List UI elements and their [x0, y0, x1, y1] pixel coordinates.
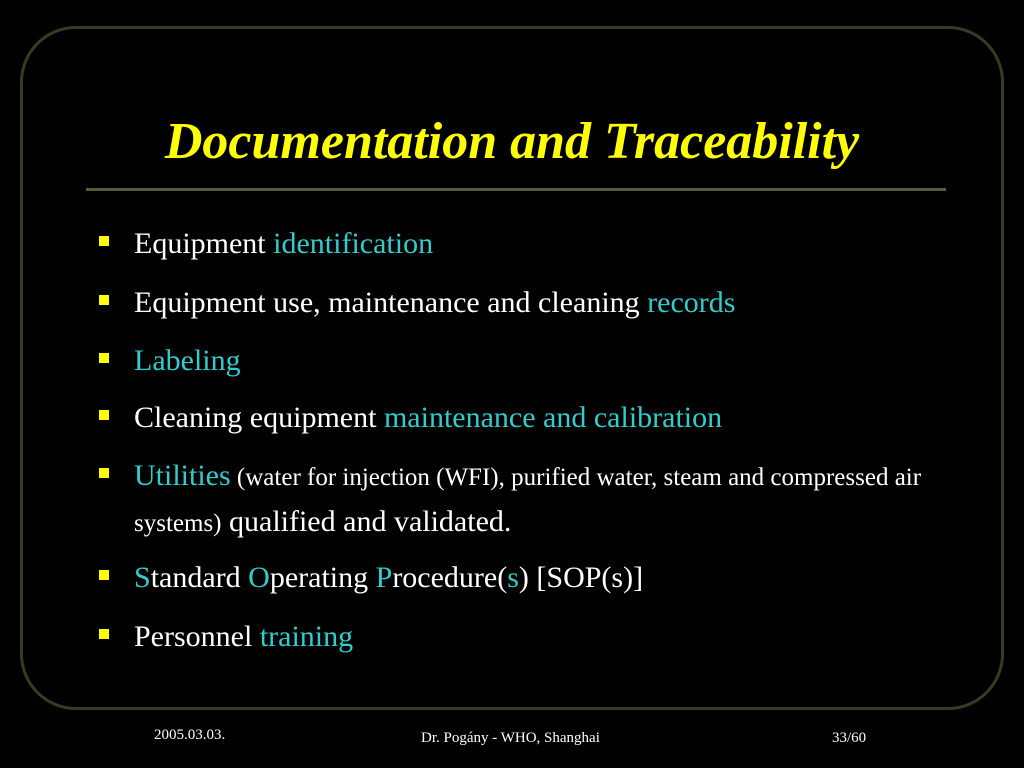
slide-title: Documentation and Traceability: [164, 113, 860, 170]
bullet-highlight: records: [647, 286, 736, 319]
square-bullet-icon: [99, 629, 109, 639]
bullet-highlight: identification: [273, 227, 434, 260]
acronym-letter: S: [134, 561, 151, 594]
bullet-text: ) [SOP(s)]: [518, 561, 644, 594]
bullet-text: Equipment: [134, 227, 274, 260]
square-bullet-icon: [99, 295, 109, 305]
bullet-item: [134, 615, 954, 659]
square-bullet-icon: [99, 468, 109, 478]
bullet-note: (water for injection (WFI), purified water, steam and compressed air systems): [134, 464, 922, 537]
square-bullet-icon: [99, 410, 109, 420]
acronym-letter: s: [507, 561, 519, 594]
bullet-item: [134, 281, 954, 325]
bullet-item: [134, 556, 954, 600]
bullet-text: Equipment use, maintenance and cleaning: [134, 286, 648, 319]
bullet-item: [134, 454, 940, 546]
footer-page-number: 33/60: [832, 730, 867, 746]
footer-date: 2005.03.03.: [154, 727, 226, 743]
bullet-highlight: maintenance and calibration: [383, 401, 723, 434]
bullet-highlight: training: [259, 620, 354, 653]
bullet-text: perating: [269, 561, 376, 594]
bullet-item: [134, 222, 954, 266]
bullet-highlight: Utilities: [134, 459, 231, 492]
footer-presenter: Dr. Pogány - WHO, Shanghai: [421, 730, 600, 746]
bullet-text: qualified and validated.: [221, 505, 512, 538]
bullet-text: Personnel: [134, 620, 260, 653]
acronym-letter: O: [248, 561, 270, 594]
square-bullet-icon: [99, 236, 109, 246]
bullet-item: [134, 339, 954, 383]
bullet-text: rocedure(: [392, 561, 508, 594]
bullet-item: [134, 396, 954, 440]
bullet-text: tandard: [150, 561, 249, 594]
bullet-highlight: Labeling: [134, 344, 241, 377]
bullet-text: Cleaning equipment: [134, 401, 384, 434]
square-bullet-icon: [99, 570, 109, 580]
square-bullet-icon: [99, 353, 109, 363]
acronym-letter: P: [375, 561, 393, 594]
